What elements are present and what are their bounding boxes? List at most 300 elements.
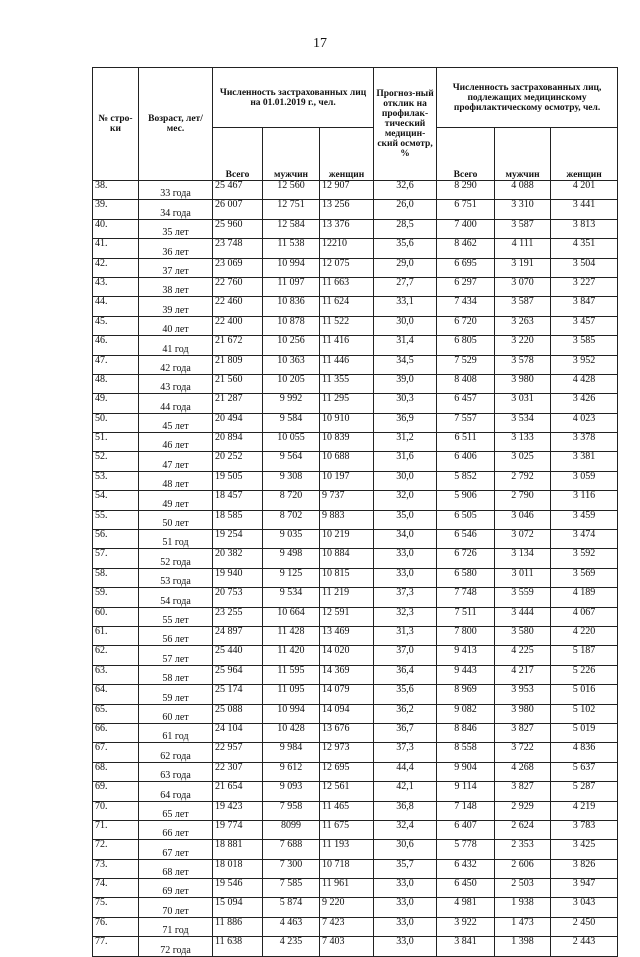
cell-insured-women: 14 020 (320, 646, 374, 665)
cell-insured-women: 12 907 (320, 181, 374, 200)
cell-insured-total: 25 440 (213, 646, 263, 665)
cell-subject-women: 4 201 (551, 181, 618, 200)
cell-subject-women: 3 826 (551, 859, 618, 878)
cell-insured-men: 11 428 (263, 626, 320, 645)
cell-subject-women: 5 187 (551, 646, 618, 665)
table-row (93, 588, 618, 607)
cell-age: 61 год (139, 723, 213, 742)
cell-subject-total: 5 852 (437, 471, 495, 490)
cell-age: 37 лет (139, 258, 213, 277)
cell-insured-men: 7 958 (263, 801, 320, 820)
cell-insured-men: 12 560 (263, 181, 320, 200)
cell-age: 56 лет (139, 626, 213, 645)
cell-insured-women: 7 403 (320, 937, 374, 956)
cell-subject-total: 6 450 (437, 879, 495, 898)
cell-insured-total: 24 897 (213, 626, 263, 645)
cell-age: 51 год (139, 530, 213, 549)
cell-insured-men: 8 720 (263, 491, 320, 510)
cell-row-number: 74. (93, 879, 139, 898)
cell-insured-women: 12 561 (320, 782, 374, 801)
cell-subject-women: 3 227 (551, 277, 618, 296)
cell-insured-total: 20 494 (213, 413, 263, 432)
cell-age: 58 лет (139, 665, 213, 684)
cell-row-number: 50. (93, 413, 139, 432)
cell-insured-men: 9 498 (263, 549, 320, 568)
cell-forecast-percent: 34,5 (374, 355, 437, 374)
cell-insured-women: 11 446 (320, 355, 374, 374)
cell-forecast-percent: 37,3 (374, 588, 437, 607)
cell-age: 47 лет (139, 452, 213, 471)
cell-subject-men: 4 268 (495, 762, 551, 781)
cell-subject-total: 7 511 (437, 607, 495, 626)
cell-insured-women: 10 839 (320, 433, 374, 452)
cell-row-number: 70. (93, 801, 139, 820)
cell-insured-women: 12210 (320, 239, 374, 258)
cell-age: 43 года (139, 374, 213, 393)
cell-insured-women: 13 376 (320, 219, 374, 238)
cell-subject-women: 4 428 (551, 374, 618, 393)
table-row (93, 762, 618, 781)
cell-insured-total: 18 881 (213, 840, 263, 859)
cell-insured-total: 18 585 (213, 510, 263, 529)
cell-age: 66 лет (139, 820, 213, 839)
cell-row-number: 58. (93, 568, 139, 587)
table-row (93, 743, 618, 762)
cell-insured-men: 9 093 (263, 782, 320, 801)
cell-row-number: 56. (93, 530, 139, 549)
cell-forecast-percent: 33,0 (374, 898, 437, 917)
cell-row-number: 60. (93, 607, 139, 626)
cell-subject-women: 3 381 (551, 452, 618, 471)
header-insured-men: мужчин (263, 128, 320, 181)
cell-insured-women: 11 961 (320, 879, 374, 898)
cell-subject-women: 3 459 (551, 510, 618, 529)
table-row (93, 394, 618, 413)
cell-insured-men: 10 994 (263, 704, 320, 723)
cell-insured-total: 15 094 (213, 898, 263, 917)
cell-insured-men: 10 428 (263, 723, 320, 742)
cell-insured-men: 11 420 (263, 646, 320, 665)
cell-age: 59 лет (139, 685, 213, 704)
cell-subject-total: 4 981 (437, 898, 495, 917)
cell-insured-men: 10 256 (263, 336, 320, 355)
table-row (93, 297, 618, 316)
cell-subject-men: 3 980 (495, 704, 551, 723)
cell-subject-total: 8 558 (437, 743, 495, 762)
cell-age: 50 лет (139, 510, 213, 529)
cell-subject-men: 4 088 (495, 181, 551, 200)
table-row (93, 181, 618, 200)
cell-age: 53 года (139, 568, 213, 587)
cell-insured-women: 12 075 (320, 258, 374, 277)
cell-forecast-percent: 33,0 (374, 879, 437, 898)
cell-row-number: 51. (93, 433, 139, 452)
cell-subject-total: 7 529 (437, 355, 495, 374)
cell-subject-men: 3 220 (495, 336, 551, 355)
table-row (93, 607, 618, 626)
cell-row-number: 65. (93, 704, 139, 723)
cell-subject-women: 3 378 (551, 433, 618, 452)
header-forecast: Прогноз-ный отклик на профилак-тический медицин-ский осмотр, % (374, 68, 437, 181)
cell-insured-total: 20 252 (213, 452, 263, 471)
cell-subject-total: 7 800 (437, 626, 495, 645)
cell-insured-total: 11 638 (213, 937, 263, 956)
cell-insured-total: 24 104 (213, 723, 263, 742)
cell-age: 42 года (139, 355, 213, 374)
table-row (93, 782, 618, 801)
table-row (93, 491, 618, 510)
cell-insured-total: 23 748 (213, 239, 263, 258)
cell-insured-women: 9 220 (320, 898, 374, 917)
cell-subject-women: 4 220 (551, 626, 618, 645)
cell-subject-men: 3 263 (495, 316, 551, 335)
table-row (93, 355, 618, 374)
cell-row-number: 39. (93, 200, 139, 219)
cell-row-number: 38. (93, 181, 139, 200)
cell-insured-total: 26 007 (213, 200, 263, 219)
table-row (93, 530, 618, 549)
table-row (93, 820, 618, 839)
table-row (93, 685, 618, 704)
cell-subject-women: 3 504 (551, 258, 618, 277)
table-row (93, 568, 618, 587)
cell-insured-total: 22 760 (213, 277, 263, 296)
cell-subject-women: 3 425 (551, 840, 618, 859)
cell-row-number: 59. (93, 588, 139, 607)
cell-insured-women: 10 219 (320, 530, 374, 549)
cell-age: 62 года (139, 743, 213, 762)
insured-population-table (92, 67, 618, 957)
table-row (93, 646, 618, 665)
cell-subject-women: 5 102 (551, 704, 618, 723)
cell-insured-total: 20 753 (213, 588, 263, 607)
cell-age: 33 года (139, 181, 213, 200)
cell-subject-total: 8 846 (437, 723, 495, 742)
cell-insured-women: 11 193 (320, 840, 374, 859)
table-row (93, 277, 618, 296)
header-insured-women: женщин (320, 128, 374, 181)
cell-subject-women: 3 783 (551, 820, 618, 839)
table-row (93, 665, 618, 684)
cell-row-number: 44. (93, 297, 139, 316)
cell-insured-total: 19 774 (213, 820, 263, 839)
table-row (93, 626, 618, 645)
cell-insured-women: 7 423 (320, 917, 374, 936)
cell-insured-men: 10 836 (263, 297, 320, 316)
cell-insured-men: 12 584 (263, 219, 320, 238)
cell-insured-men: 9 564 (263, 452, 320, 471)
cell-forecast-percent: 36,8 (374, 801, 437, 820)
cell-forecast-percent: 33,0 (374, 549, 437, 568)
cell-age: 67 лет (139, 840, 213, 859)
cell-insured-women: 11 295 (320, 394, 374, 413)
cell-insured-women: 11 355 (320, 374, 374, 393)
header-subject-women: женщин (551, 128, 618, 181)
cell-subject-women: 3 426 (551, 394, 618, 413)
table-row (93, 859, 618, 878)
cell-subject-men: 3 827 (495, 723, 551, 742)
cell-subject-men: 2 929 (495, 801, 551, 820)
cell-insured-total: 21 672 (213, 336, 263, 355)
cell-insured-total: 22 957 (213, 743, 263, 762)
cell-subject-total: 6 695 (437, 258, 495, 277)
cell-subject-women: 4 836 (551, 743, 618, 762)
cell-insured-men: 9 612 (263, 762, 320, 781)
cell-insured-total: 21 654 (213, 782, 263, 801)
table-row (93, 433, 618, 452)
cell-row-number: 63. (93, 665, 139, 684)
cell-age: 64 года (139, 782, 213, 801)
cell-row-number: 48. (93, 374, 139, 393)
cell-insured-women: 10 910 (320, 413, 374, 432)
cell-subject-women: 3 569 (551, 568, 618, 587)
cell-insured-total: 11 886 (213, 917, 263, 936)
cell-forecast-percent: 30,0 (374, 316, 437, 335)
cell-subject-women: 3 059 (551, 471, 618, 490)
cell-forecast-percent: 37,3 (374, 743, 437, 762)
cell-insured-women: 14 369 (320, 665, 374, 684)
cell-age: 35 лет (139, 219, 213, 238)
cell-forecast-percent: 37,0 (374, 646, 437, 665)
cell-row-number: 66. (93, 723, 139, 742)
cell-age: 71 год (139, 917, 213, 936)
cell-insured-men: 4 463 (263, 917, 320, 936)
cell-insured-men: 5 874 (263, 898, 320, 917)
cell-subject-total: 6 297 (437, 277, 495, 296)
cell-forecast-percent: 31,6 (374, 452, 437, 471)
cell-forecast-percent: 39,0 (374, 374, 437, 393)
cell-insured-total: 18 457 (213, 491, 263, 510)
cell-insured-women: 11 624 (320, 297, 374, 316)
cell-subject-men: 1 938 (495, 898, 551, 917)
cell-subject-men: 3 072 (495, 530, 551, 549)
cell-insured-total: 21 809 (213, 355, 263, 374)
table-row (93, 917, 618, 936)
cell-subject-total: 6 505 (437, 510, 495, 529)
cell-insured-men: 8 702 (263, 510, 320, 529)
header-row-number: № стро-ки (93, 68, 139, 181)
cell-row-number: 43. (93, 277, 139, 296)
cell-subject-women: 3 592 (551, 549, 618, 568)
cell-subject-men: 2 503 (495, 879, 551, 898)
cell-insured-men: 4 235 (263, 937, 320, 956)
cell-row-number: 41. (93, 239, 139, 258)
cell-insured-total: 20 894 (213, 433, 263, 452)
cell-subject-total: 7 434 (437, 297, 495, 316)
cell-subject-total: 8 408 (437, 374, 495, 393)
cell-insured-total: 22 400 (213, 316, 263, 335)
cell-subject-men: 3 046 (495, 510, 551, 529)
cell-insured-total: 18 018 (213, 859, 263, 878)
cell-age: 65 лет (139, 801, 213, 820)
cell-subject-men: 1 473 (495, 917, 551, 936)
cell-subject-men: 2 792 (495, 471, 551, 490)
cell-subject-women: 3 457 (551, 316, 618, 335)
cell-insured-women: 13 256 (320, 200, 374, 219)
cell-forecast-percent: 42,1 (374, 782, 437, 801)
cell-subject-women: 3 441 (551, 200, 618, 219)
cell-insured-total: 20 382 (213, 549, 263, 568)
cell-subject-women: 4 189 (551, 588, 618, 607)
table-row (93, 219, 618, 238)
cell-insured-men: 9 534 (263, 588, 320, 607)
cell-insured-men: 10 363 (263, 355, 320, 374)
cell-subject-men: 3 953 (495, 685, 551, 704)
cell-age: 46 лет (139, 433, 213, 452)
cell-subject-women: 2 450 (551, 917, 618, 936)
cell-subject-total: 9 904 (437, 762, 495, 781)
cell-insured-men: 11 538 (263, 239, 320, 258)
cell-subject-women: 5 637 (551, 762, 618, 781)
cell-insured-men: 9 035 (263, 530, 320, 549)
cell-subject-total: 6 406 (437, 452, 495, 471)
cell-forecast-percent: 35,6 (374, 685, 437, 704)
cell-insured-men: 11 095 (263, 685, 320, 704)
header-insured: Численность застрахованных лиц на 01.01.2019 г., чел. (213, 68, 374, 128)
cell-row-number: 52. (93, 452, 139, 471)
cell-subject-total: 8 969 (437, 685, 495, 704)
cell-insured-total: 25 964 (213, 665, 263, 684)
cell-subject-men: 3 031 (495, 394, 551, 413)
cell-subject-women: 3 043 (551, 898, 618, 917)
cell-insured-women: 14 079 (320, 685, 374, 704)
cell-subject-men: 3 587 (495, 219, 551, 238)
cell-insured-women: 13 676 (320, 723, 374, 742)
cell-insured-women: 11 522 (320, 316, 374, 335)
cell-forecast-percent: 27,7 (374, 277, 437, 296)
cell-row-number: 57. (93, 549, 139, 568)
cell-insured-men: 9 584 (263, 413, 320, 432)
cell-subject-women: 4 219 (551, 801, 618, 820)
cell-forecast-percent: 32,3 (374, 607, 437, 626)
cell-subject-women: 5 287 (551, 782, 618, 801)
cell-subject-women: 4 351 (551, 239, 618, 258)
table-row (93, 898, 618, 917)
cell-insured-men: 9 125 (263, 568, 320, 587)
cell-subject-women: 5 019 (551, 723, 618, 742)
table-row (93, 452, 618, 471)
cell-subject-women: 5 226 (551, 665, 618, 684)
cell-forecast-percent: 29,0 (374, 258, 437, 277)
cell-row-number: 64. (93, 685, 139, 704)
header-insured-total: Всего (213, 128, 263, 181)
cell-forecast-percent: 33,0 (374, 917, 437, 936)
cell-insured-total: 19 940 (213, 568, 263, 587)
cell-insured-women: 10 718 (320, 859, 374, 878)
cell-subject-total: 6 546 (437, 530, 495, 549)
cell-forecast-percent: 32,0 (374, 491, 437, 510)
cell-forecast-percent: 35,0 (374, 510, 437, 529)
cell-insured-total: 23 255 (213, 607, 263, 626)
cell-subject-women: 3 116 (551, 491, 618, 510)
cell-row-number: 42. (93, 258, 139, 277)
cell-age: 63 года (139, 762, 213, 781)
cell-forecast-percent: 30,6 (374, 840, 437, 859)
cell-subject-total: 3 841 (437, 937, 495, 956)
cell-forecast-percent: 26,0 (374, 200, 437, 219)
cell-subject-men: 3 134 (495, 549, 551, 568)
cell-forecast-percent: 32,6 (374, 181, 437, 200)
cell-insured-total: 19 254 (213, 530, 263, 549)
cell-forecast-percent: 36,2 (374, 704, 437, 723)
table-body (93, 181, 618, 957)
cell-subject-women: 2 443 (551, 937, 618, 956)
cell-insured-women: 11 663 (320, 277, 374, 296)
table-row (93, 704, 618, 723)
cell-forecast-percent: 33,1 (374, 297, 437, 316)
table-row (93, 937, 618, 956)
cell-subject-men: 3 444 (495, 607, 551, 626)
cell-age: 55 лет (139, 607, 213, 626)
cell-subject-men: 3 578 (495, 355, 551, 374)
cell-insured-total: 19 546 (213, 879, 263, 898)
table-row (93, 549, 618, 568)
table-row (93, 723, 618, 742)
cell-subject-total: 9 082 (437, 704, 495, 723)
cell-insured-men: 7 300 (263, 859, 320, 878)
cell-subject-total: 6 511 (437, 433, 495, 452)
table-row (93, 374, 618, 393)
cell-subject-women: 3 947 (551, 879, 618, 898)
cell-insured-women: 11 219 (320, 588, 374, 607)
cell-subject-men: 3 722 (495, 743, 551, 762)
cell-subject-men: 2 624 (495, 820, 551, 839)
cell-insured-women: 10 884 (320, 549, 374, 568)
cell-forecast-percent: 36,4 (374, 665, 437, 684)
cell-forecast-percent: 31,3 (374, 626, 437, 645)
cell-insured-total: 25 174 (213, 685, 263, 704)
cell-subject-total: 7 148 (437, 801, 495, 820)
cell-row-number: 53. (93, 471, 139, 490)
cell-subject-men: 3 310 (495, 200, 551, 219)
cell-insured-men: 12 751 (263, 200, 320, 219)
cell-row-number: 40. (93, 219, 139, 238)
cell-subject-men: 3 580 (495, 626, 551, 645)
cell-insured-total: 21 287 (213, 394, 263, 413)
cell-row-number: 45. (93, 316, 139, 335)
cell-row-number: 54. (93, 491, 139, 510)
cell-insured-total: 25 960 (213, 219, 263, 238)
cell-subject-total: 5 778 (437, 840, 495, 859)
cell-subject-women: 3 813 (551, 219, 618, 238)
cell-subject-men: 4 217 (495, 665, 551, 684)
cell-forecast-percent: 33,0 (374, 937, 437, 956)
cell-insured-women: 12 591 (320, 607, 374, 626)
cell-subject-total: 6 726 (437, 549, 495, 568)
cell-insured-women: 11 465 (320, 801, 374, 820)
cell-insured-men: 9 308 (263, 471, 320, 490)
table-row (93, 471, 618, 490)
cell-subject-men: 3 070 (495, 277, 551, 296)
cell-insured-men: 9 992 (263, 394, 320, 413)
cell-subject-women: 3 847 (551, 297, 618, 316)
cell-subject-total: 6 751 (437, 200, 495, 219)
cell-insured-men: 10 878 (263, 316, 320, 335)
cell-insured-women: 11 675 (320, 820, 374, 839)
cell-insured-total: 22 460 (213, 297, 263, 316)
header-age: Возраст, лет/ мес. (139, 68, 213, 181)
table-row (93, 413, 618, 432)
table-row (93, 258, 618, 277)
cell-subject-total: 6 407 (437, 820, 495, 839)
cell-insured-men: 7 585 (263, 879, 320, 898)
table-row (93, 336, 618, 355)
cell-row-number: 76. (93, 917, 139, 936)
cell-row-number: 67. (93, 743, 139, 762)
cell-subject-total: 9 413 (437, 646, 495, 665)
cell-forecast-percent: 36,7 (374, 723, 437, 742)
cell-insured-women: 14 094 (320, 704, 374, 723)
